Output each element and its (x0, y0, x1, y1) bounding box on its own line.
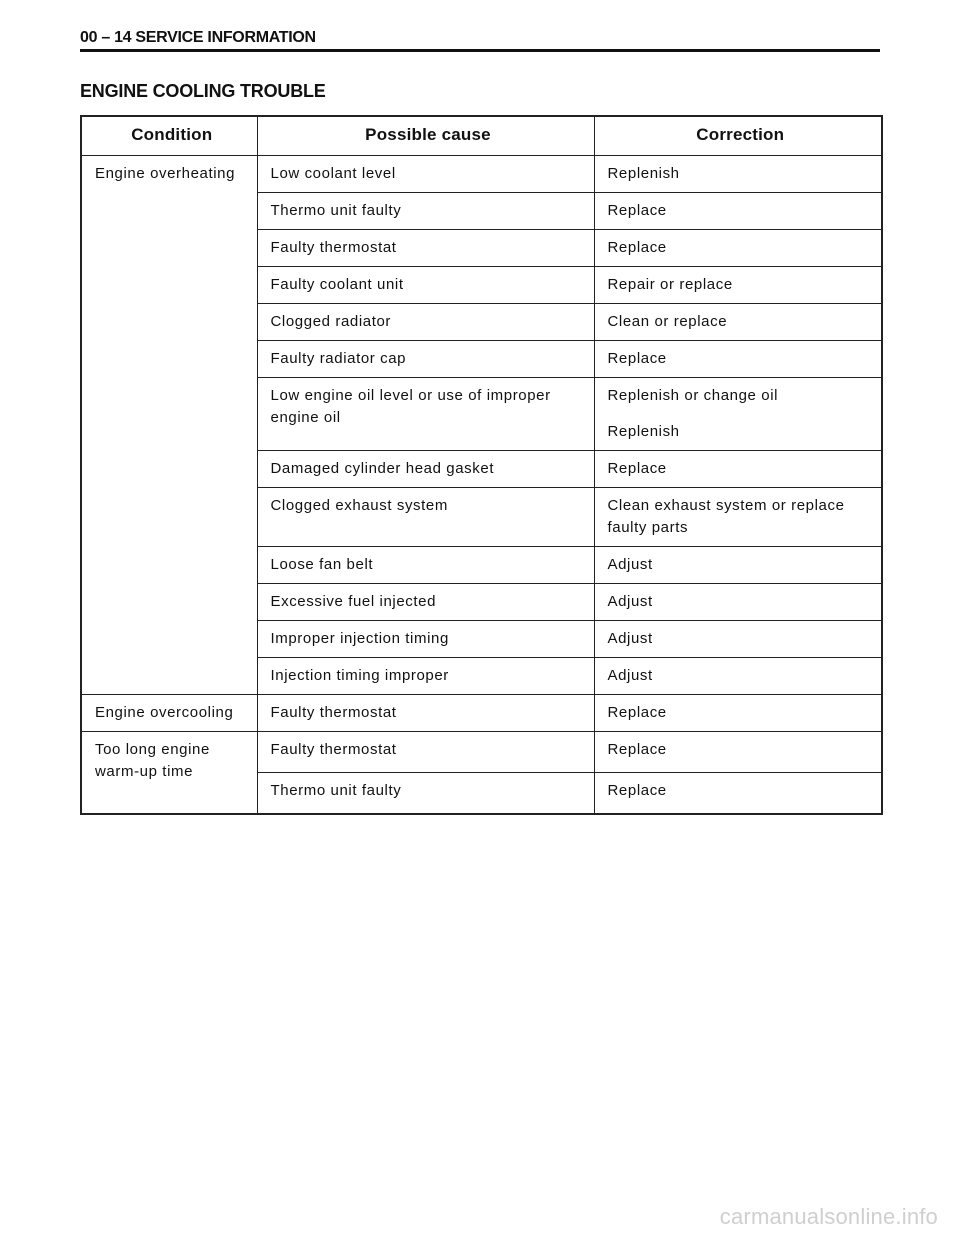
column-header-condition: Condition (81, 116, 257, 156)
correction-cell: Adjust (594, 547, 882, 584)
correction-cell: Repair or replace (594, 267, 882, 304)
correction-cell: Replace (594, 773, 882, 815)
correction-cell: Replace (594, 451, 882, 488)
correction-cell: Replace (594, 732, 882, 773)
header-rule (80, 49, 880, 52)
cause-cell: Faulty coolant unit (257, 267, 594, 304)
cause-cell: Faulty radiator cap (257, 341, 594, 378)
cause-cell: Thermo unit faulty (257, 193, 594, 230)
trouble-table (80, 115, 883, 815)
correction-cell: Replace (594, 230, 882, 267)
header-text: 00 – 14 SERVICE INFORMATION (80, 29, 316, 46)
cause-cell: Injection timing improper (257, 658, 594, 695)
table-row (81, 695, 882, 732)
cause-cell: Faulty thermostat (257, 230, 594, 267)
correction-cell: Replace (594, 193, 882, 230)
correction-cell: Clean exhaust system or replace faulty parts (594, 488, 882, 547)
cause-cell: Clogged radiator (257, 304, 594, 341)
correction-cell: Replace (594, 695, 882, 732)
condition-cell: Engine overheating (81, 156, 257, 695)
table-header-row (81, 116, 882, 156)
correction-text-secondary: Replenish (607, 423, 680, 440)
correction-cell: Clean or replace (594, 304, 882, 341)
correction-cell (594, 378, 882, 451)
correction-cell: Adjust (594, 658, 882, 695)
page-header (80, 28, 880, 48)
column-header-cause: Possible cause (257, 116, 594, 156)
cause-cell: Excessive fuel injected (257, 584, 594, 621)
cause-cell: Faulty thermostat (257, 695, 594, 732)
correction-cell: Adjust (594, 621, 882, 658)
cause-cell: Low engine oil level or use of improper engine oil (257, 378, 594, 451)
table-body (81, 156, 882, 815)
cause-cell: Damaged cylinder head gasket (257, 451, 594, 488)
cause-cell: Faulty thermostat (257, 732, 594, 773)
section-title: ENGINE COOLING TROUBLE (80, 81, 326, 101)
column-header-correction: Correction (594, 116, 882, 156)
correction-cell: Replenish (594, 156, 882, 193)
table-row (81, 732, 882, 773)
cause-cell: Low coolant level (257, 156, 594, 193)
cause-cell: Loose fan belt (257, 547, 594, 584)
condition-cell: Too long engine warm-up time (81, 732, 257, 815)
correction-text: Replenish or change oil (607, 387, 779, 404)
watermark: carmanualsonline.info (719, 1204, 938, 1229)
cause-cell: Thermo unit faulty (257, 773, 594, 815)
correction-cell: Adjust (594, 584, 882, 621)
correction-cell: Replace (594, 341, 882, 378)
cause-cell: Clogged exhaust system (257, 488, 594, 547)
condition-cell: Engine overcooling (81, 695, 257, 732)
table-row (81, 156, 882, 193)
cause-cell: Improper injection timing (257, 621, 594, 658)
